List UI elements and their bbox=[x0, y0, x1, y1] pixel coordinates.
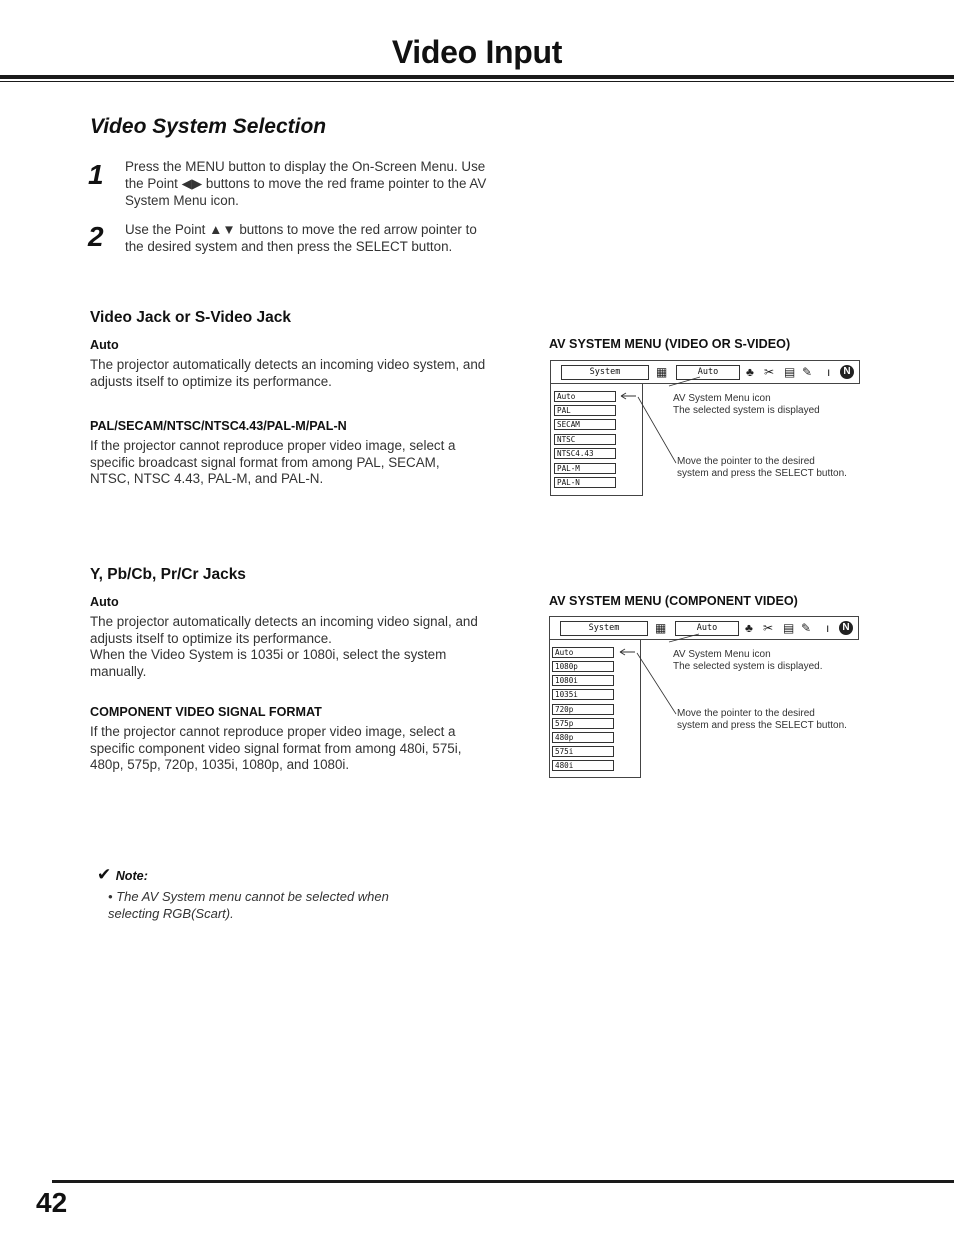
setting-icon[interactable]: ✎ bbox=[802, 365, 813, 379]
option-item[interactable]: Auto bbox=[552, 647, 614, 658]
option-item[interactable]: 575i bbox=[552, 746, 614, 757]
menu-tab-system[interactable]: System bbox=[561, 365, 649, 380]
callout-pointer-text bbox=[677, 456, 847, 481]
callout-icon-line2: The selected system is displayed bbox=[673, 405, 820, 417]
callout-pointer-line2: system and press the SELECT button. bbox=[677, 720, 847, 732]
image-select-icon[interactable]: ✂ bbox=[763, 621, 774, 635]
footer-rule bbox=[52, 1180, 954, 1183]
page-title: Video Input bbox=[391, 34, 563, 70]
callout-pointer-text bbox=[677, 708, 847, 733]
header-rule bbox=[0, 75, 954, 79]
info-icon[interactable]: ı bbox=[826, 621, 830, 635]
option-item[interactable]: NTSC bbox=[554, 434, 616, 445]
option-item[interactable]: NTSC4.43 bbox=[554, 448, 616, 459]
option-item[interactable]: 720p bbox=[552, 704, 614, 715]
note-item bbox=[108, 888, 428, 922]
selected-system-display: Auto bbox=[676, 365, 740, 380]
callout-icon-text bbox=[673, 393, 820, 418]
note-title: Note: bbox=[115, 869, 148, 883]
option-item[interactable]: 1080p bbox=[552, 661, 614, 672]
component-auto-text-2: When the Video System is 1035i or 1080i, select the system manually. bbox=[90, 647, 447, 679]
option-item[interactable]: 1080i bbox=[552, 675, 614, 686]
network-icon[interactable]: N bbox=[840, 365, 854, 379]
screen-icon[interactable]: ▤ bbox=[784, 365, 796, 379]
option-item[interactable]: 480p bbox=[552, 732, 614, 743]
component-format-label: COMPONENT VIDEO SIGNAL FORMAT bbox=[90, 705, 322, 719]
callout-pointer-line2: system and press the SELECT button. bbox=[677, 468, 847, 480]
bullet-icon: • bbox=[108, 889, 113, 904]
screen-icon[interactable]: ▤ bbox=[783, 621, 795, 635]
selected-system-display: Auto bbox=[675, 621, 739, 636]
callout-lines bbox=[549, 616, 859, 778]
option-item[interactable]: PAL-N bbox=[554, 477, 616, 488]
menu-video-caption: AV SYSTEM MENU (VIDEO OR S-VIDEO) bbox=[549, 337, 791, 351]
option-item[interactable]: 575p bbox=[552, 718, 614, 729]
component-format-text: If the projector cannot reproduce proper video image, select a specific component video signal format from among 480i, 575i, 480p, 575p, 720p, 1035i, 1080p, and 1080i. bbox=[90, 724, 462, 773]
option-item[interactable]: Auto bbox=[554, 391, 616, 402]
option-item[interactable]: PAL bbox=[554, 405, 616, 416]
note-text: The AV System menu cannot be selected when selecting RGB(Scart). bbox=[108, 889, 389, 921]
option-item[interactable]: 480i bbox=[552, 760, 614, 771]
component-auto-label: Auto bbox=[90, 595, 119, 609]
menu-tab-system[interactable]: System bbox=[560, 621, 648, 636]
callout-pointer-line1: Move the pointer to the desired bbox=[677, 456, 815, 467]
step-text-2: Use the Point ▲▼ buttons to move the red arrow pointer to the desired system and then press the SELECT button. bbox=[125, 222, 477, 254]
video-formats-text: If the projector cannot reproduce proper video image, select a specific broadcast signal format from among PAL, SECAM, NTSC, NTSC 4.43, PAL-M, and PAL-N. bbox=[90, 438, 456, 487]
callout-icon-text bbox=[673, 649, 823, 674]
option-item[interactable]: PAL-M bbox=[554, 463, 616, 474]
step-text-1: Press the MENU button to display the On-Screen Menu. Use the Point ◀▶ buttons to move the red frame pointer to the AV System Menu icon. bbox=[125, 159, 487, 208]
component-heading: Y, Pb/Cb, Pr/Cr Jacks bbox=[90, 566, 246, 583]
note-header bbox=[97, 865, 148, 885]
image-select-icon[interactable]: ✂ bbox=[764, 365, 775, 379]
setting-icon[interactable]: ✎ bbox=[801, 621, 812, 635]
callout-icon-line2: The selected system is displayed. bbox=[673, 661, 823, 673]
image-adjust-icon[interactable]: ♣ bbox=[746, 365, 754, 379]
video-auto-text: The projector automatically detects an incoming video system, and adjusts itself to optimize its performance. bbox=[90, 357, 486, 389]
video-auto-label: Auto bbox=[90, 338, 119, 352]
av-system-menu-icon[interactable]: ▦ bbox=[655, 621, 667, 635]
network-icon[interactable]: N bbox=[839, 621, 853, 635]
info-icon[interactable]: ı bbox=[827, 365, 831, 379]
callout-icon-line1: AV System Menu icon bbox=[673, 393, 771, 404]
page-number: 42 bbox=[36, 1187, 68, 1218]
av-system-menu-icon[interactable]: ▦ bbox=[656, 365, 668, 379]
option-item[interactable]: 1035i bbox=[552, 689, 614, 700]
menu-component-caption: AV SYSTEM MENU (COMPONENT VIDEO) bbox=[549, 594, 798, 608]
step-number-1: 1 bbox=[88, 159, 104, 190]
callout-icon-line1: AV System Menu icon bbox=[673, 649, 771, 660]
step-number-2: 2 bbox=[88, 221, 104, 252]
checkmark-icon: ✔ bbox=[97, 865, 112, 884]
header-rule-thin bbox=[0, 81, 954, 82]
section-title: Video System Selection bbox=[90, 115, 327, 138]
image-adjust-icon[interactable]: ♣ bbox=[745, 621, 753, 635]
video-jack-heading: Video Jack or S-Video Jack bbox=[90, 309, 292, 326]
video-formats-label: PAL/SECAM/NTSC/NTSC4.43/PAL-M/PAL-N bbox=[90, 419, 347, 433]
menu-component-diagram bbox=[549, 616, 859, 778]
component-auto-text: The projector automatically detects an incoming video signal, and adjusts itself to optimize its performance. bbox=[90, 614, 478, 646]
callout-pointer-line1: Move the pointer to the desired bbox=[677, 708, 815, 719]
option-item[interactable]: SECAM bbox=[554, 419, 616, 430]
